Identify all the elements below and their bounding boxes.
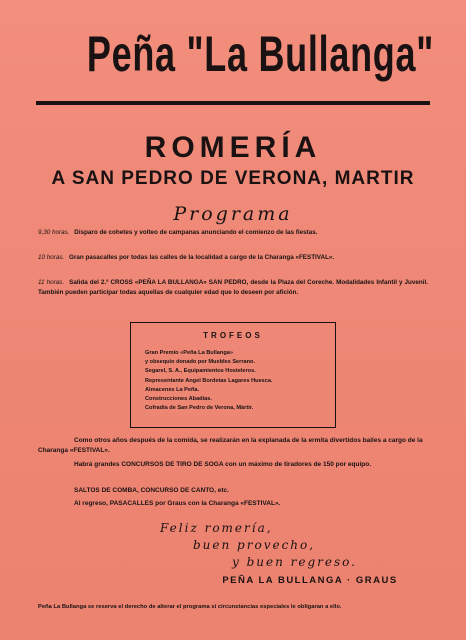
trofeo-item: Construcciones Abadías. bbox=[145, 396, 212, 403]
saltos-paragraph: SALTOS DE COMBA, CONCURSO DE CANTO, etc. bbox=[74, 487, 229, 494]
programa-time: 11 horas. bbox=[38, 279, 65, 286]
programa-text: Gran pasacalles por todas las calles de la localidad a cargo de la Charanga «FESTIVAL». bbox=[69, 254, 335, 261]
regreso-paragraph: Al regreso, PASACALLES por Graus con la Charanga «FESTIVAL». bbox=[74, 500, 281, 507]
programa-item bbox=[38, 253, 428, 263]
trofeos-list bbox=[145, 349, 331, 413]
programa-item bbox=[38, 228, 428, 238]
programa-text: Salida del 2.º CROSS «PEÑA LA BULLANGA» SAN PEDRO, desde la Plaza del Coreche. Modalidades Infantil y Juvenil. También pueden participar todas aquellas de cualquier edad que lo deseen por afición. bbox=[38, 279, 429, 296]
programa-text: Disparo de cohetes y volteo de campanas anunciando el comienzo de las fiestas. bbox=[74, 229, 318, 236]
programa-time: 9,30 horas. bbox=[38, 229, 70, 236]
trofeo-item: y obsequio donado por Muebles Serrano. bbox=[145, 359, 256, 366]
farewell-line: buen provecho, bbox=[193, 538, 316, 552]
trofeo-item: Almacenes La Peña. bbox=[145, 386, 200, 393]
programa-time: 10 horas. bbox=[38, 254, 65, 261]
farewell-line: y buen regreso. bbox=[232, 555, 357, 569]
signature: PEÑA LA BULLANGA · GRAUS bbox=[222, 575, 398, 586]
trofeos-title: TROFEOS bbox=[203, 331, 263, 340]
event-subtitle: A SAN PEDRO DE VERONA, MARTIR bbox=[51, 168, 415, 189]
farewell-line: Feliz romería, bbox=[160, 521, 273, 535]
trofeo-item: Representante Angel Bordetas Lagares Huesca. bbox=[145, 377, 273, 384]
trofeo-item: Cofradía de San Pedro de Verona, Mártir. bbox=[145, 405, 254, 412]
programa-item bbox=[38, 278, 428, 297]
trofeo-item: Gran Premio «Peña La Bullanga» bbox=[145, 350, 233, 356]
footer-note: Peña La Bullanga se reserva el derecho de alterar el programa si circunstancias especiales le obligaran a ello. bbox=[38, 604, 342, 610]
programa-heading: Programa bbox=[173, 203, 293, 225]
soga-paragraph: Habrá grandes CONCURSOS DE TIRO DE SOGA con un máximo de tiradores de 150 por equipo. bbox=[74, 461, 372, 468]
poster-title: Peña "La Bullanga" bbox=[86, 26, 435, 82]
trofeos-box bbox=[130, 322, 336, 428]
afternoon-paragraph: Como otros años después de la comida, se realizarán en la explanada de la ermita divertidos bailes a cargo de la Charanga «FESTIVAL». bbox=[38, 437, 423, 454]
title-divider bbox=[36, 101, 430, 105]
trofeo-item: Segarel, S. A., Equipamientos Hosteleros. bbox=[145, 368, 256, 375]
event-heading: ROMERÍA bbox=[144, 131, 322, 164]
